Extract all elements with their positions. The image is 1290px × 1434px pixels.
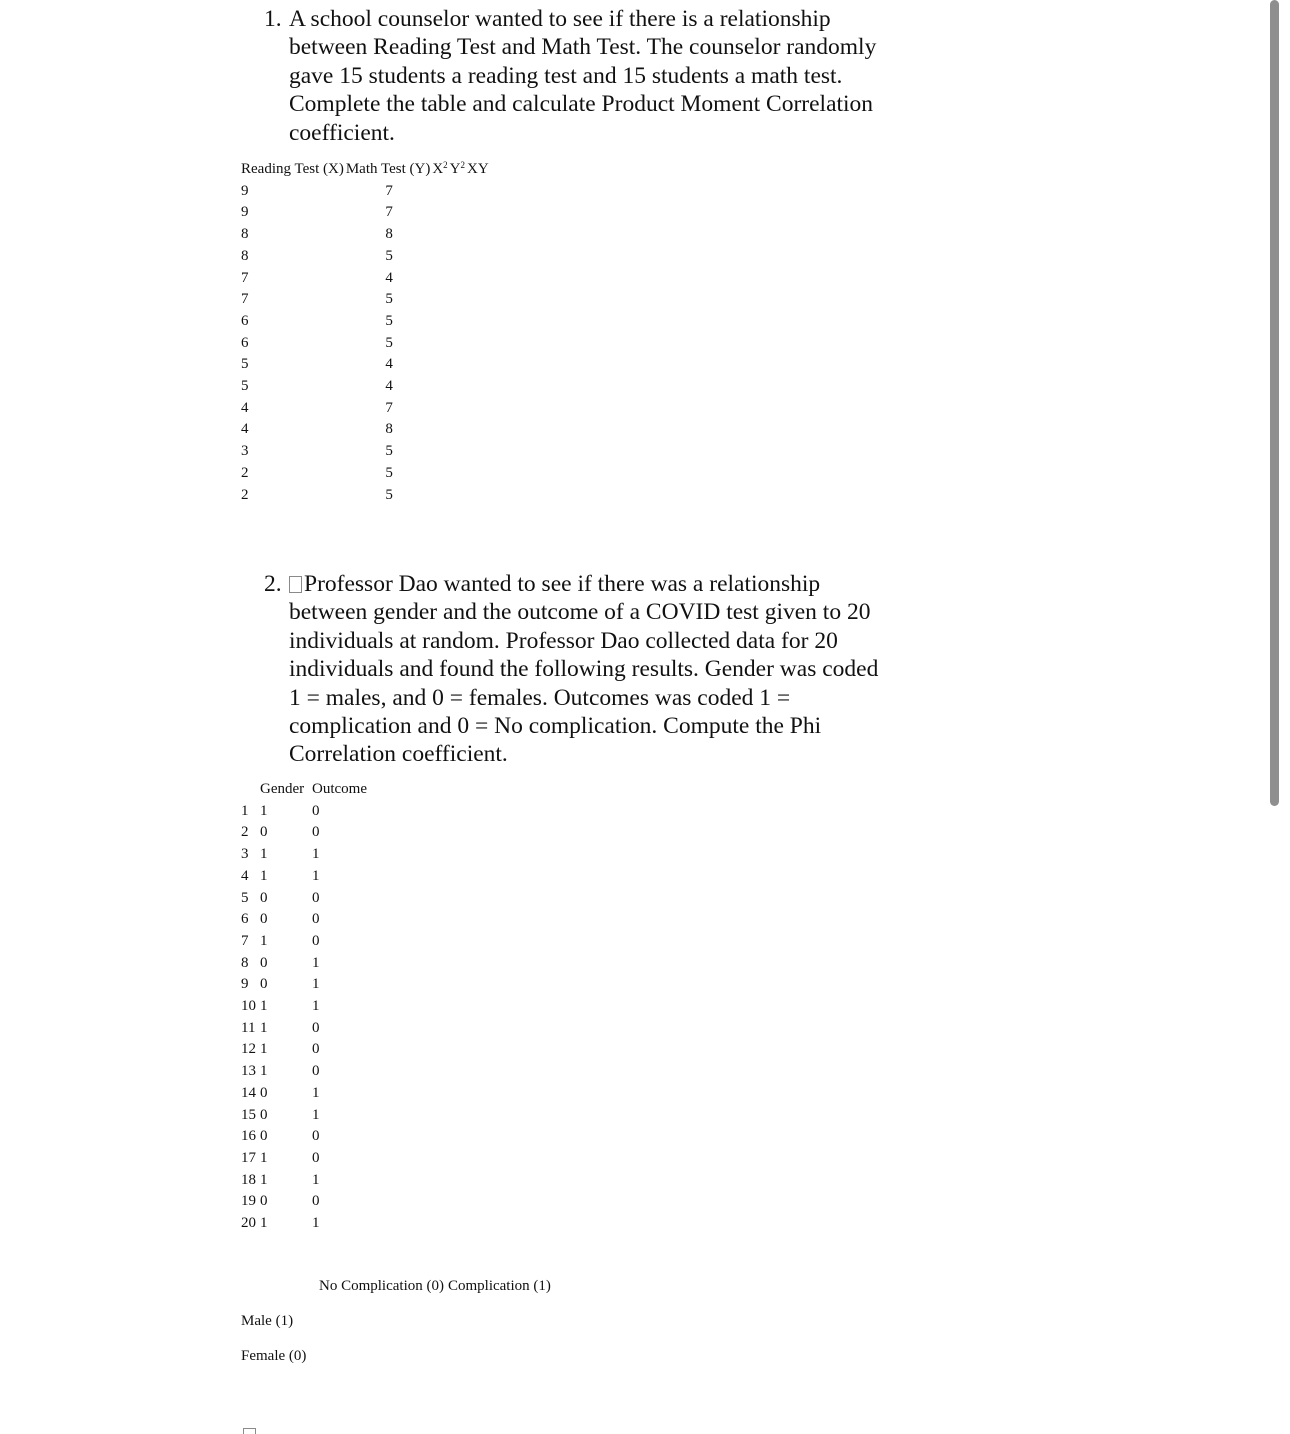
- xy-cell: [467, 376, 491, 398]
- outcome-cell: 0: [312, 889, 320, 906]
- table-header-row: [241, 1276, 555, 1296]
- header-complication: Complication (1): [447, 1278, 551, 1294]
- gender-cell: 1: [260, 802, 268, 819]
- index-cell: 10: [241, 998, 256, 1015]
- x2-cell: [432, 441, 449, 463]
- y2-cell: [450, 463, 467, 485]
- header-x-squared: [432, 159, 449, 181]
- y2-cell: [450, 311, 467, 333]
- header-index-blank: [241, 779, 260, 801]
- outcome-cell: 1: [312, 1106, 320, 1123]
- table-row: [241, 441, 491, 463]
- index-cell: 3: [241, 846, 249, 863]
- x2-cell: [432, 398, 449, 420]
- outcome-cell: 0: [312, 1149, 320, 1166]
- outcome-cell: 1: [312, 846, 320, 863]
- outcome-cell: 0: [312, 1128, 320, 1145]
- y2-cell: [450, 398, 467, 420]
- table-row: [241, 1039, 367, 1061]
- table-row: [241, 398, 491, 420]
- x2-cell: [432, 376, 449, 398]
- xy-cell: [467, 289, 491, 311]
- y2-cell: [450, 376, 467, 398]
- index-cell: 16: [241, 1128, 256, 1145]
- row-label-male: Male (1): [241, 1313, 294, 1329]
- header-math-test: Math Test (Y): [345, 161, 431, 177]
- reading-score-cell: 2: [241, 464, 249, 481]
- table-row: [241, 1018, 367, 1040]
- table-row: [241, 268, 491, 290]
- gender-cell: 1: [260, 998, 268, 1015]
- index-cell: 6: [241, 911, 249, 928]
- table-row: [241, 246, 491, 268]
- x2-cell: [432, 419, 449, 441]
- outcome-cell: 0: [312, 911, 320, 928]
- index-cell: 14: [241, 1084, 256, 1101]
- row-label-female: Female (0): [241, 1348, 307, 1364]
- y2-cell: [450, 268, 467, 290]
- header-blank: [241, 1276, 319, 1296]
- reading-score-cell: 6: [241, 312, 249, 329]
- table-row: [241, 485, 491, 507]
- table-row: [241, 1148, 367, 1170]
- index-cell: 12: [241, 1041, 256, 1058]
- y2-cell: [450, 441, 467, 463]
- question-2-body: [289, 570, 884, 769]
- table-row: [241, 376, 491, 398]
- gender-cell: 0: [260, 1193, 268, 1210]
- table-row: [241, 202, 491, 224]
- x2-cell: [432, 485, 449, 507]
- x2-cell: [432, 224, 449, 246]
- table-row: [241, 1083, 367, 1105]
- math-score-cell: 5: [385, 334, 393, 351]
- x2-cell: [432, 463, 449, 485]
- reading-score-cell: 7: [241, 291, 249, 308]
- x2-cell: [432, 202, 449, 224]
- reading-math-table-body: [241, 181, 491, 507]
- reading-score-cell: 5: [241, 378, 249, 395]
- xy-cell: [467, 181, 491, 203]
- xy-cell: [467, 485, 491, 507]
- question-2-text: Professor Dao wanted to see if there was a relationship between gender and the outcome of a COVID test given to 20 individuals at random. Professor Dao collected data for 20 individuals and found the following results. Gender was coded 1 = males, and 0 = females. Outcomes was coded 1 = complication and 0 = No complication. Compute the Phi Correlation coefficient.: [289, 571, 879, 768]
- outcome-cell: 1: [312, 1215, 320, 1232]
- xy-cell: [467, 463, 491, 485]
- gender-cell: 1: [260, 1171, 268, 1188]
- xy-cell: [467, 441, 491, 463]
- x2-cell: [432, 181, 449, 203]
- index-cell: 8: [241, 954, 249, 971]
- reading-score-cell: 9: [241, 204, 249, 221]
- gender-cell: 1: [260, 1215, 268, 1232]
- index-cell: 17: [241, 1149, 256, 1166]
- missing-glyph-icon-partial: [243, 1428, 256, 1434]
- math-score-cell: 4: [385, 378, 393, 395]
- gender-cell: 1: [260, 846, 268, 863]
- question-2: [264, 570, 884, 769]
- table-row: [241, 1213, 367, 1235]
- table-row-female: [241, 1346, 555, 1366]
- gender-cell: 1: [260, 1019, 268, 1036]
- outcome-cell: 0: [312, 1041, 320, 1058]
- y2-cell: [450, 289, 467, 311]
- spacer-row: [241, 1331, 555, 1346]
- math-score-cell: 4: [385, 269, 393, 286]
- math-score-cell: 5: [385, 247, 393, 264]
- xy-cell: [467, 311, 491, 333]
- gender-outcome-table: [241, 779, 367, 1235]
- table-row: [241, 1126, 367, 1148]
- table-row: [241, 354, 491, 376]
- gender-cell: 0: [260, 1106, 268, 1123]
- table-row: [241, 953, 367, 975]
- xy-cell: [467, 268, 491, 290]
- table-header-row: [241, 779, 367, 801]
- x2-cell: [432, 289, 449, 311]
- gender-cell: 1: [260, 1063, 268, 1080]
- math-score-cell: 5: [385, 486, 393, 503]
- outcome-cell: 1: [312, 867, 320, 884]
- reading-math-table: [241, 159, 491, 506]
- header-x-squared-base: X: [432, 161, 444, 177]
- gender-cell: 1: [260, 867, 268, 884]
- table-row: [241, 463, 491, 485]
- contingency-table: [241, 1276, 555, 1366]
- math-score-cell: 8: [385, 226, 393, 243]
- gender-cell: 1: [260, 932, 268, 949]
- spacer-cell: [241, 1296, 555, 1311]
- index-cell: 1: [241, 802, 249, 819]
- y2-cell: [450, 246, 467, 268]
- table-row: [241, 1191, 367, 1213]
- math-score-cell: 4: [385, 356, 393, 373]
- y2-cell: [450, 224, 467, 246]
- table-row: [241, 801, 367, 823]
- table-row: [241, 311, 491, 333]
- x2-cell: [432, 311, 449, 333]
- reading-score-cell: 9: [241, 182, 249, 199]
- index-cell: 4: [241, 867, 249, 884]
- xy-cell: [467, 333, 491, 355]
- gender-cell: 1: [260, 1149, 268, 1166]
- outcome-cell: 1: [312, 954, 320, 971]
- y2-cell: [450, 419, 467, 441]
- question-1-number: 1.: [264, 6, 282, 32]
- math-score-cell: 7: [385, 204, 393, 221]
- math-score-cell: 5: [385, 464, 393, 481]
- header-y-squared: [450, 159, 467, 181]
- reading-score-cell: 8: [241, 226, 249, 243]
- table-row: [241, 224, 491, 246]
- xy-cell: [467, 246, 491, 268]
- header-xy: XY: [467, 161, 489, 177]
- table-row: [241, 822, 367, 844]
- reading-score-cell: 2: [241, 486, 249, 503]
- gender-cell: 0: [260, 1128, 268, 1145]
- header-reading-test: Reading Test (X): [241, 161, 344, 177]
- reading-score-cell: 4: [241, 399, 249, 416]
- reading-score-cell: 3: [241, 443, 249, 460]
- table-row: [241, 996, 367, 1018]
- math-score-cell: 7: [385, 182, 393, 199]
- index-cell: 2: [241, 824, 249, 841]
- header-y-squared-base: Y: [449, 161, 461, 177]
- table-row: [241, 1170, 367, 1192]
- header-y-squared-exp: 2: [460, 160, 466, 170]
- outcome-cell: 1: [312, 998, 320, 1015]
- table-row: [241, 888, 367, 910]
- index-cell: 18: [241, 1171, 256, 1188]
- table-header-row: [241, 159, 491, 181]
- index-cell: 7: [241, 932, 249, 949]
- outcome-cell: 0: [312, 824, 320, 841]
- index-cell: 11: [241, 1019, 256, 1036]
- y2-cell: [450, 485, 467, 507]
- xy-cell: [467, 224, 491, 246]
- y2-cell: [450, 333, 467, 355]
- x2-cell: [432, 333, 449, 355]
- x2-cell: [432, 268, 449, 290]
- gender-cell: 0: [260, 976, 268, 993]
- question-1: [264, 5, 884, 147]
- vertical-scrollbar[interactable]: [1270, 0, 1279, 806]
- index-cell: 15: [241, 1106, 256, 1123]
- header-x-squared-exp: 2: [443, 160, 448, 170]
- table-row: [241, 844, 367, 866]
- outcome-cell: 1: [312, 1084, 320, 1101]
- math-score-cell: 8: [385, 421, 393, 438]
- xy-cell: [467, 398, 491, 420]
- outcome-cell: 0: [312, 1063, 320, 1080]
- missing-glyph-icon: [289, 576, 302, 593]
- table-row: [241, 419, 491, 441]
- reading-score-cell: 4: [241, 421, 249, 438]
- gender-cell: 0: [260, 889, 268, 906]
- spacer-cell: [241, 1331, 555, 1346]
- math-score-cell: 5: [385, 443, 393, 460]
- gender-cell: 1: [260, 1041, 268, 1058]
- index-cell: 5: [241, 889, 249, 906]
- outcome-cell: 1: [312, 1171, 320, 1188]
- question-2-number: 2.: [264, 571, 282, 597]
- reading-score-cell: 6: [241, 334, 249, 351]
- math-score-cell: 5: [385, 291, 393, 308]
- gender-cell: 0: [260, 954, 268, 971]
- xy-cell: [467, 354, 491, 376]
- math-score-cell: 5: [385, 312, 393, 329]
- table-row-male: [241, 1311, 555, 1331]
- reading-score-cell: 7: [241, 269, 249, 286]
- table-row: [241, 931, 367, 953]
- index-cell: 20: [241, 1215, 256, 1232]
- table-row: [241, 1105, 367, 1127]
- outcome-cell: 0: [312, 802, 320, 819]
- index-cell: 9: [241, 976, 249, 993]
- table-row: [241, 289, 491, 311]
- outcome-cell: 0: [312, 1019, 320, 1036]
- table-row: [241, 1061, 367, 1083]
- gender-outcome-table-body: [241, 801, 367, 1235]
- outcome-cell: 0: [312, 932, 320, 949]
- reading-score-cell: 5: [241, 356, 249, 373]
- table-row: [241, 333, 491, 355]
- question-1-text: A school counselor wanted to see if there is a relationship between Reading Test and Math Test. The counselor randomly gave 15 students a reading test and 15 students a math test. Complete the table and calculate Product Moment Correlation coefficient.: [289, 6, 877, 146]
- gender-cell: 0: [260, 824, 268, 841]
- math-score-cell: 7: [385, 399, 393, 416]
- header-outcome: Outcome: [312, 781, 367, 797]
- table-row: [241, 181, 491, 203]
- table-row: [241, 974, 367, 996]
- y2-cell: [450, 202, 467, 224]
- x2-cell: [432, 246, 449, 268]
- spacer-row: [241, 1296, 555, 1311]
- header-no-complication: No Complication (0): [319, 1278, 444, 1294]
- table-row: [241, 909, 367, 931]
- outcome-cell: 1: [312, 976, 320, 993]
- index-cell: 19: [241, 1193, 256, 1210]
- xy-cell: [467, 419, 491, 441]
- y2-cell: [450, 181, 467, 203]
- y2-cell: [450, 354, 467, 376]
- x2-cell: [432, 354, 449, 376]
- gender-cell: 0: [260, 911, 268, 928]
- header-gender: Gender: [260, 781, 305, 797]
- gender-cell: 0: [260, 1084, 268, 1101]
- reading-score-cell: 8: [241, 247, 249, 264]
- index-cell: 13: [241, 1063, 256, 1080]
- outcome-cell: 0: [312, 1193, 320, 1210]
- table-row: [241, 866, 367, 888]
- xy-cell: [467, 202, 491, 224]
